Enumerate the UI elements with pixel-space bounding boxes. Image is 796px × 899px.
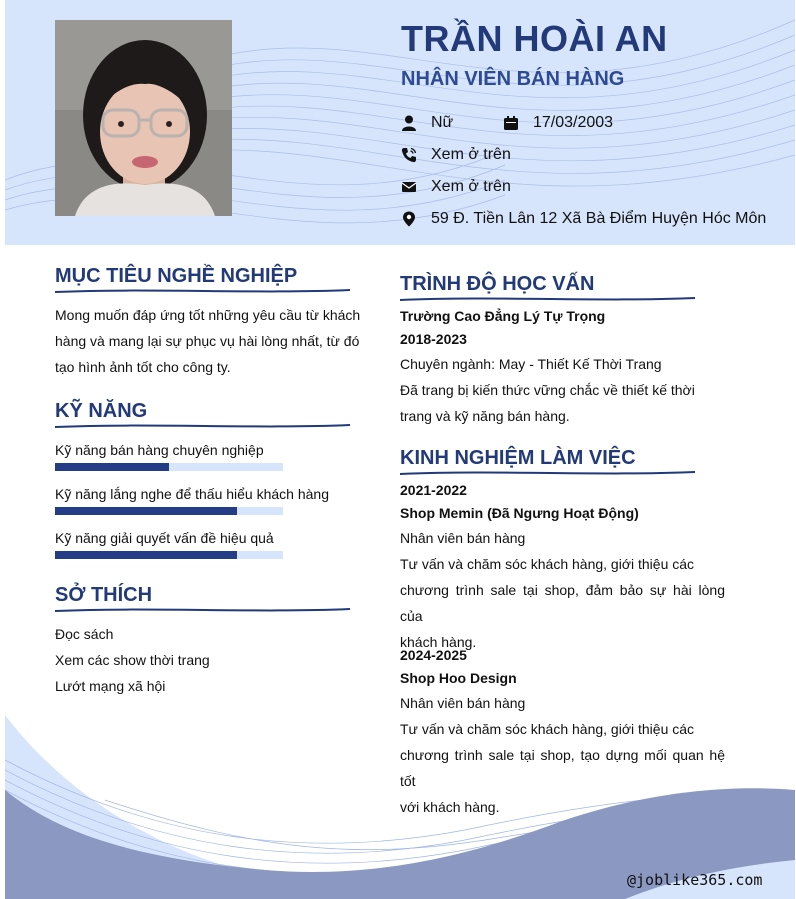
job-company: Shop Hoo Design xyxy=(400,670,517,686)
education-school: Trường Cao Đẳng Lý Tự Trọng xyxy=(400,308,606,324)
map-pin-icon xyxy=(401,211,417,227)
experience-underline xyxy=(400,469,695,477)
skill-bar-fill xyxy=(55,463,169,471)
experience-title: KINH NGHIỆM LÀM VIỆC xyxy=(400,447,636,469)
profile-photo xyxy=(55,20,232,216)
job-period: 2021-2022 xyxy=(400,482,467,498)
skill-bar-fill xyxy=(55,507,237,515)
objective-line: hàng và mang lại sự phục vụ hài lòng nhất, từ đó xyxy=(55,333,360,349)
skill-label: Kỹ năng giải quyết vấn đề hiệu quả xyxy=(55,530,274,546)
envelope-icon xyxy=(401,179,417,195)
resume-header xyxy=(5,0,795,245)
hobby-item: Đọc sách xyxy=(55,626,114,642)
education-underline xyxy=(400,295,695,303)
full-name: TRẦN HOÀI AN xyxy=(401,18,668,59)
education-desc-line: Đã trang bị kiến thức vững chắc về thiết kế thời xyxy=(400,382,695,398)
resume-page xyxy=(5,0,795,899)
phone-row xyxy=(401,146,511,164)
job-desc-line: Tư vấn và chăm sóc khách hàng, giới thiệu các xyxy=(400,556,695,572)
skill-label: Kỹ năng lắng nghe để thấu hiểu khách hàng xyxy=(55,486,330,502)
education-title: TRÌNH ĐỘ HỌC VẤN xyxy=(400,273,595,295)
job-desc-line: khách hàng. xyxy=(400,634,477,650)
job-desc-line: chương trình sale tại shop, tạo dựng mối quan hệ tốt xyxy=(400,747,725,789)
hobby-item: Lướt mạng xã hội xyxy=(55,678,166,694)
job-desc-line: chương trình sale tại shop, đảm bảo sự hài lòng của xyxy=(400,582,725,624)
address-value: 59 Đ. Tiền Lân 12 Xã Bà Điểm Huyện Hóc Môn xyxy=(431,210,767,227)
calendar-icon xyxy=(503,115,519,131)
job-desc-line: với khách hàng. xyxy=(400,799,500,815)
hobby-item: Xem các show thời trang xyxy=(55,652,210,668)
skill-bar-fill xyxy=(55,551,237,559)
watermark: @joblike365.com xyxy=(627,871,763,889)
job-desc xyxy=(400,716,725,820)
gender-row xyxy=(401,114,453,132)
hobbies-underline xyxy=(55,606,350,614)
hobbies-title: SỞ THÍCH xyxy=(55,584,153,606)
job-desc xyxy=(400,551,725,655)
job-desc-line: Tư vấn và chăm sóc khách hàng, giới thiệu các xyxy=(400,721,695,737)
education-desc xyxy=(400,377,725,429)
hobbies-list xyxy=(55,621,355,699)
job-position: Nhân viên bán hàng xyxy=(400,695,526,711)
skill-bar xyxy=(55,551,283,559)
education-major: Chuyên ngành: May - Thiết Kế Thời Trang xyxy=(400,356,662,372)
birthday-row xyxy=(503,114,613,132)
objective-title: MỤC TIÊU NGHỀ NGHIỆP xyxy=(55,265,298,287)
objective-underline xyxy=(55,287,350,295)
phone-icon xyxy=(401,147,417,163)
email-row xyxy=(401,178,511,196)
job-period: 2024-2025 xyxy=(400,647,467,663)
birthday-value: 17/03/2003 xyxy=(533,114,614,131)
education-period: 2018-2023 xyxy=(400,331,467,347)
skill-bar xyxy=(55,463,283,471)
user-icon xyxy=(401,115,417,131)
address-row xyxy=(401,210,766,228)
job-company: Shop Memin (Đã Ngưng Hoạt Động) xyxy=(400,505,639,521)
job-position: Nhân viên bán hàng xyxy=(400,530,526,546)
phone-value: Xem ở trên xyxy=(431,146,511,163)
job-title: NHÂN VIÊN BÁN HÀNG xyxy=(401,68,625,90)
objective-line: tạo hình ảnh tốt cho công ty. xyxy=(55,359,231,375)
skills-title: KỸ NĂNG xyxy=(55,400,148,422)
gender-value: Nữ xyxy=(431,114,454,131)
skills-underline xyxy=(55,422,350,430)
education-desc-line: trang và kỹ năng bán hàng. xyxy=(400,408,570,424)
objective-text xyxy=(55,302,370,380)
email-value: Xem ở trên xyxy=(431,178,511,195)
skill-label: Kỹ năng bán hàng chuyên nghiệp xyxy=(55,442,264,458)
skill-bar xyxy=(55,507,283,515)
objective-line: Mong muốn đáp ứng tốt những yêu cầu từ khách xyxy=(55,307,361,323)
